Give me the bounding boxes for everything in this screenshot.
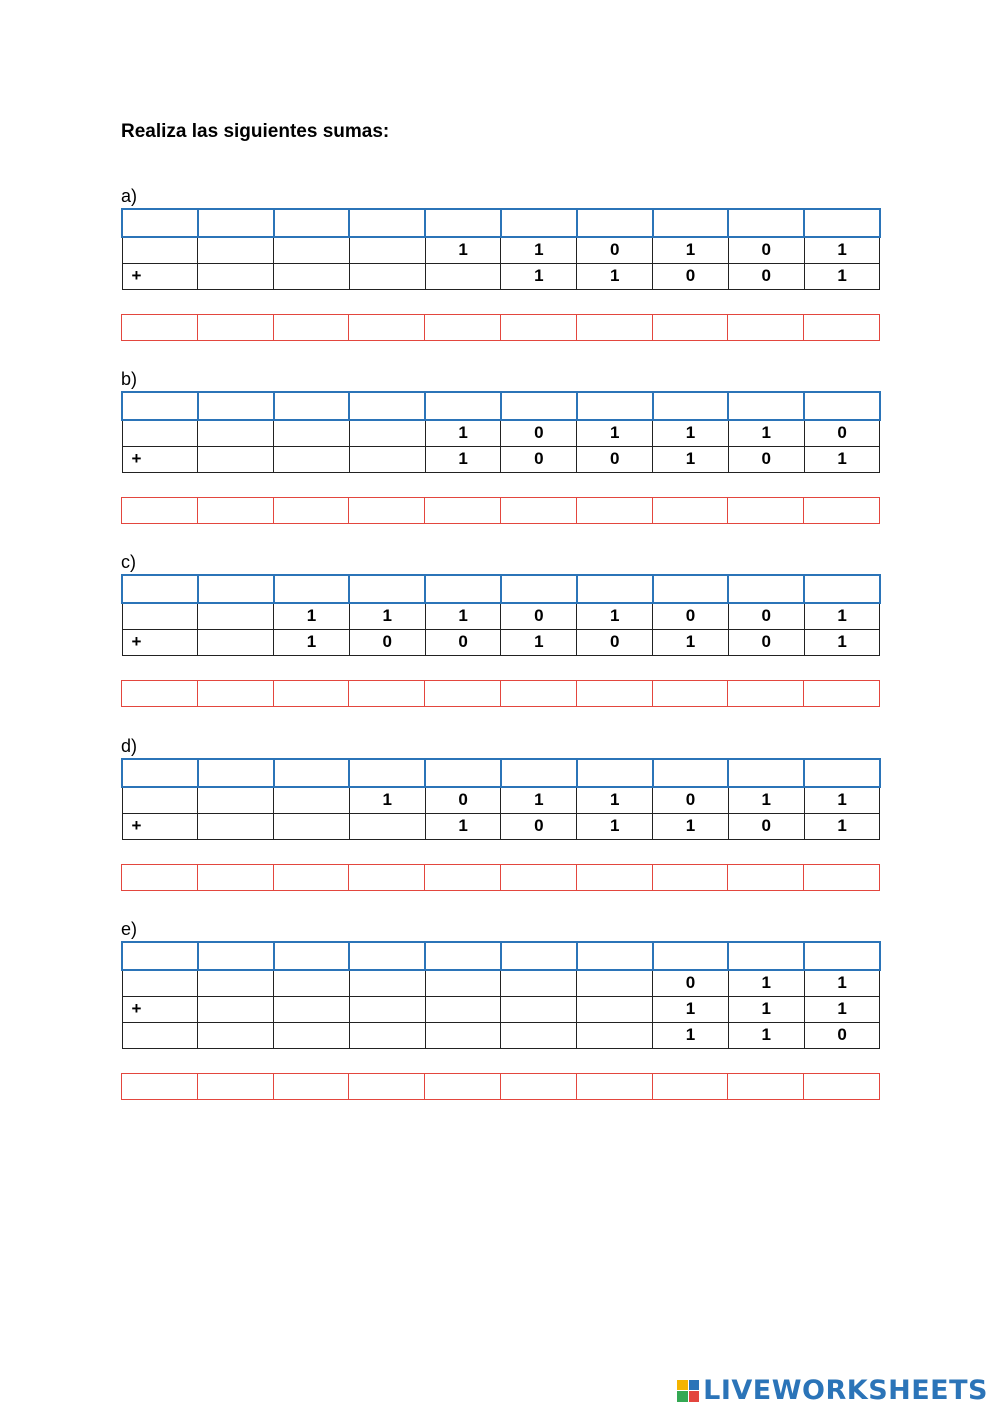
digit-cell: [198, 996, 274, 1022]
answer-input-cell[interactable]: [576, 1073, 652, 1099]
answer-input-cell[interactable]: [728, 497, 804, 523]
carry-input-cell[interactable]: [728, 209, 804, 237]
digit-cell: [198, 813, 274, 839]
digit-cell: 0: [425, 629, 501, 655]
digit-cell: 1: [577, 603, 653, 629]
answer-input-cell[interactable]: [122, 864, 198, 890]
carry-row: [122, 575, 880, 603]
sign-cell: [122, 603, 198, 629]
sign-cell: [122, 787, 198, 813]
answer-input-cell[interactable]: [122, 680, 198, 706]
digit-cell: [198, 970, 274, 996]
digit-cell: 1: [577, 420, 653, 446]
digit-cell: 1: [804, 446, 880, 472]
digit-cell: 1: [501, 263, 577, 289]
digit-cell: [501, 1022, 577, 1048]
digit-cell: 0: [653, 263, 729, 289]
sign-cell: [122, 237, 198, 263]
digit-cell: 1: [274, 603, 350, 629]
carry-input-cell[interactable]: [501, 209, 577, 237]
answer-grid: [121, 864, 880, 891]
answer-input-cell[interactable]: [728, 314, 804, 340]
carry-row: [122, 942, 880, 970]
digit-cell: [501, 996, 577, 1022]
operand-row: [122, 970, 880, 996]
digit-cell: [349, 996, 425, 1022]
digit-cell: 1: [728, 1022, 804, 1048]
carry-input-cell[interactable]: [198, 942, 274, 970]
answer-row: [122, 1073, 880, 1099]
answer-input-cell[interactable]: [728, 680, 804, 706]
carry-input-cell[interactable]: [198, 392, 274, 420]
digit-cell: 1: [577, 787, 653, 813]
carry-input-cell[interactable]: [198, 209, 274, 237]
digit-cell: [274, 446, 350, 472]
carry-input-cell[interactable]: [349, 575, 425, 603]
carry-row: [122, 392, 880, 420]
digit-cell: 0: [653, 970, 729, 996]
digit-cell: 1: [728, 970, 804, 996]
sign-cell: +: [122, 996, 198, 1022]
digit-cell: 0: [577, 446, 653, 472]
digit-cell: 0: [425, 787, 501, 813]
digit-cell: 1: [804, 813, 880, 839]
answer-input-cell[interactable]: [652, 864, 728, 890]
digit-cell: [501, 970, 577, 996]
exercise-e: [121, 919, 879, 1100]
answer-input-cell[interactable]: [197, 314, 273, 340]
carry-input-cell[interactable]: [274, 392, 350, 420]
digit-cell: [274, 970, 350, 996]
carry-input-cell[interactable]: [804, 392, 880, 420]
digit-cell: 1: [804, 787, 880, 813]
carry-input-cell[interactable]: [653, 759, 729, 787]
digit-cell: 1: [804, 263, 880, 289]
addition-grid: [121, 208, 881, 290]
carry-input-cell[interactable]: [198, 575, 274, 603]
digit-cell: 1: [653, 996, 729, 1022]
liveworksheets-logo-icon: [677, 1380, 699, 1402]
operand-row: [122, 446, 880, 472]
carry-input-cell[interactable]: [425, 392, 501, 420]
carry-input-cell[interactable]: [728, 759, 804, 787]
carry-input-cell[interactable]: [122, 575, 198, 603]
exercise-b: [121, 369, 879, 524]
digit-cell: [274, 1022, 350, 1048]
digit-cell: [198, 420, 274, 446]
digit-cell: [274, 237, 350, 263]
digit-cell: 0: [501, 446, 577, 472]
digit-cell: 1: [425, 603, 501, 629]
answer-input-cell[interactable]: [576, 864, 652, 890]
digit-cell: [198, 1022, 274, 1048]
answer-input-cell[interactable]: [728, 1073, 804, 1099]
exercise-label: e): [121, 919, 138, 939]
answer-input-cell[interactable]: [652, 497, 728, 523]
answer-input-cell[interactable]: [122, 314, 198, 340]
answer-input-cell[interactable]: [349, 680, 425, 706]
digit-cell: 1: [501, 237, 577, 263]
digit-cell: [198, 263, 274, 289]
exercise-label: b): [121, 369, 138, 389]
digit-cell: 0: [577, 629, 653, 655]
answer-input-cell[interactable]: [273, 864, 349, 890]
answer-input-cell[interactable]: [349, 1073, 425, 1099]
digit-cell: [425, 996, 501, 1022]
carry-input-cell[interactable]: [198, 759, 274, 787]
carry-input-cell[interactable]: [122, 392, 198, 420]
carry-input-cell[interactable]: [577, 392, 653, 420]
carry-input-cell[interactable]: [274, 575, 350, 603]
carry-input-cell[interactable]: [577, 209, 653, 237]
carry-input-cell[interactable]: [425, 759, 501, 787]
exercise-d: [121, 736, 879, 891]
digit-cell: 1: [804, 603, 880, 629]
answer-input-cell[interactable]: [349, 497, 425, 523]
digit-cell: [274, 996, 350, 1022]
digit-cell: 0: [349, 629, 425, 655]
exercise-label: d): [121, 736, 138, 756]
digit-cell: 0: [501, 420, 577, 446]
answer-input-cell[interactable]: [652, 1073, 728, 1099]
digit-cell: [198, 787, 274, 813]
digit-cell: 1: [653, 629, 729, 655]
answer-input-cell[interactable]: [652, 314, 728, 340]
answer-input-cell[interactable]: [349, 314, 425, 340]
carry-input-cell[interactable]: [349, 942, 425, 970]
answer-row: [122, 864, 880, 890]
operand-row: [122, 1022, 880, 1048]
answer-input-cell[interactable]: [425, 497, 501, 523]
digit-cell: 1: [425, 813, 501, 839]
answer-input-cell[interactable]: [804, 1073, 880, 1099]
digit-cell: 1: [501, 787, 577, 813]
carry-input-cell[interactable]: [122, 209, 198, 237]
brand-text: LIVEWORKSHEETS: [703, 1375, 988, 1406]
digit-cell: 0: [653, 787, 729, 813]
answer-input-cell[interactable]: [804, 314, 880, 340]
carry-input-cell[interactable]: [425, 575, 501, 603]
sign-cell: +: [122, 446, 198, 472]
carry-input-cell[interactable]: [349, 209, 425, 237]
carry-input-cell[interactable]: [501, 759, 577, 787]
answer-grid: [121, 497, 880, 524]
digit-cell: 0: [728, 237, 804, 263]
answer-input-cell[interactable]: [425, 314, 501, 340]
carry-input-cell[interactable]: [577, 575, 653, 603]
answer-input-cell[interactable]: [425, 1073, 501, 1099]
operand-row: [122, 420, 880, 446]
digit-cell: [274, 787, 350, 813]
answer-input-cell[interactable]: [728, 864, 804, 890]
digit-cell: [425, 263, 501, 289]
addition-grid: [121, 391, 881, 473]
digit-cell: 0: [728, 629, 804, 655]
digit-cell: 0: [804, 1022, 880, 1048]
carry-input-cell[interactable]: [274, 209, 350, 237]
answer-grid: [121, 314, 880, 341]
answer-input-cell[interactable]: [349, 864, 425, 890]
answer-input-cell[interactable]: [197, 864, 273, 890]
digit-cell: 1: [653, 1022, 729, 1048]
carry-input-cell[interactable]: [349, 392, 425, 420]
digit-cell: 1: [501, 629, 577, 655]
digit-cell: [577, 996, 653, 1022]
answer-input-cell[interactable]: [500, 1073, 576, 1099]
digit-cell: 0: [653, 603, 729, 629]
digit-cell: 0: [577, 237, 653, 263]
digit-cell: [274, 813, 350, 839]
carry-input-cell[interactable]: [728, 392, 804, 420]
digit-cell: [198, 446, 274, 472]
digit-cell: [349, 420, 425, 446]
digit-cell: [577, 1022, 653, 1048]
sign-cell: +: [122, 629, 198, 655]
answer-input-cell[interactable]: [576, 314, 652, 340]
digit-cell: [349, 970, 425, 996]
digit-cell: [349, 446, 425, 472]
page-title: Realiza las siguientes sumas:: [121, 121, 390, 142]
answer-row: [122, 497, 880, 523]
digit-cell: 1: [425, 420, 501, 446]
carry-input-cell[interactable]: [425, 942, 501, 970]
exercise-label: a): [121, 186, 138, 206]
digit-cell: 1: [425, 446, 501, 472]
carry-input-cell[interactable]: [728, 575, 804, 603]
digit-cell: [425, 1022, 501, 1048]
operand-row: [122, 813, 880, 839]
carry-input-cell[interactable]: [501, 942, 577, 970]
digit-cell: [349, 1022, 425, 1048]
carry-input-cell[interactable]: [804, 575, 880, 603]
answer-input-cell[interactable]: [273, 497, 349, 523]
carry-input-cell[interactable]: [728, 942, 804, 970]
answer-input-cell[interactable]: [425, 680, 501, 706]
carry-input-cell[interactable]: [577, 759, 653, 787]
digit-cell: 1: [728, 420, 804, 446]
answer-input-cell[interactable]: [500, 680, 576, 706]
answer-input-cell[interactable]: [576, 680, 652, 706]
digit-cell: [349, 813, 425, 839]
operand-row: [122, 603, 880, 629]
digit-cell: 1: [349, 787, 425, 813]
carry-input-cell[interactable]: [501, 392, 577, 420]
digit-cell: 1: [804, 237, 880, 263]
answer-input-cell[interactable]: [500, 864, 576, 890]
digit-cell: [198, 629, 274, 655]
answer-input-cell[interactable]: [273, 314, 349, 340]
digit-cell: [274, 263, 350, 289]
digit-cell: [198, 237, 274, 263]
sign-cell: +: [122, 263, 198, 289]
digit-cell: 1: [804, 970, 880, 996]
digit-cell: 0: [728, 263, 804, 289]
digit-cell: [425, 970, 501, 996]
addition-grid: [121, 941, 881, 1049]
answer-input-cell[interactable]: [197, 497, 273, 523]
digit-cell: 0: [728, 813, 804, 839]
carry-input-cell[interactable]: [804, 209, 880, 237]
digit-cell: 1: [349, 603, 425, 629]
carry-input-cell[interactable]: [501, 575, 577, 603]
carry-input-cell[interactable]: [425, 209, 501, 237]
answer-input-cell[interactable]: [122, 1073, 198, 1099]
sign-cell: [122, 1022, 198, 1048]
digit-cell: 0: [501, 813, 577, 839]
digit-cell: [577, 970, 653, 996]
answer-input-cell[interactable]: [273, 680, 349, 706]
digit-cell: [349, 237, 425, 263]
answer-input-cell[interactable]: [197, 1073, 273, 1099]
answer-row: [122, 314, 880, 340]
digit-cell: 1: [728, 787, 804, 813]
answer-input-cell[interactable]: [500, 497, 576, 523]
digit-cell: 1: [728, 996, 804, 1022]
exercise-label: c): [121, 552, 136, 572]
sign-cell: [122, 970, 198, 996]
answer-input-cell[interactable]: [197, 680, 273, 706]
digit-cell: 0: [728, 446, 804, 472]
digit-cell: 0: [728, 603, 804, 629]
digit-cell: 0: [501, 603, 577, 629]
digit-cell: 1: [653, 237, 729, 263]
digit-cell: [198, 603, 274, 629]
digit-cell: 1: [577, 263, 653, 289]
carry-input-cell[interactable]: [804, 942, 880, 970]
carry-input-cell[interactable]: [577, 942, 653, 970]
digit-cell: 1: [274, 629, 350, 655]
carry-input-cell[interactable]: [653, 392, 729, 420]
answer-input-cell[interactable]: [425, 864, 501, 890]
carry-row: [122, 759, 880, 787]
brand-watermark: [677, 1375, 988, 1406]
answer-input-cell[interactable]: [500, 314, 576, 340]
digit-cell: 1: [653, 813, 729, 839]
addition-grid: [121, 574, 881, 656]
operand-row: [122, 996, 880, 1022]
carry-input-cell[interactable]: [804, 759, 880, 787]
digit-cell: [274, 420, 350, 446]
answer-grid: [121, 1073, 880, 1100]
sign-cell: +: [122, 813, 198, 839]
answer-input-cell[interactable]: [804, 680, 880, 706]
exercise-a: [121, 186, 879, 341]
carry-input-cell[interactable]: [653, 942, 729, 970]
digit-cell: 1: [804, 629, 880, 655]
answer-grid: [121, 680, 880, 707]
answer-input-cell[interactable]: [804, 864, 880, 890]
digit-cell: 1: [653, 420, 729, 446]
operand-row: [122, 787, 880, 813]
answer-input-cell[interactable]: [576, 497, 652, 523]
carry-input-cell[interactable]: [349, 759, 425, 787]
answer-input-cell[interactable]: [273, 1073, 349, 1099]
addition-grid: [121, 758, 881, 840]
digit-cell: [349, 263, 425, 289]
digit-cell: 0: [804, 420, 880, 446]
digit-cell: 1: [425, 237, 501, 263]
answer-input-cell[interactable]: [652, 680, 728, 706]
operand-row: [122, 237, 880, 263]
digit-cell: 1: [577, 813, 653, 839]
carry-input-cell[interactable]: [274, 942, 350, 970]
carry-input-cell[interactable]: [274, 759, 350, 787]
operand-row: [122, 263, 880, 289]
digit-cell: 1: [653, 446, 729, 472]
digit-cell: 1: [804, 996, 880, 1022]
exercise-c: [121, 552, 879, 707]
answer-input-cell[interactable]: [122, 497, 198, 523]
carry-input-cell[interactable]: [122, 942, 198, 970]
carry-input-cell[interactable]: [653, 209, 729, 237]
operand-row: [122, 629, 880, 655]
answer-row: [122, 680, 880, 706]
carry-row: [122, 209, 880, 237]
carry-input-cell[interactable]: [122, 759, 198, 787]
sign-cell: [122, 420, 198, 446]
carry-input-cell[interactable]: [653, 575, 729, 603]
answer-input-cell[interactable]: [804, 497, 880, 523]
